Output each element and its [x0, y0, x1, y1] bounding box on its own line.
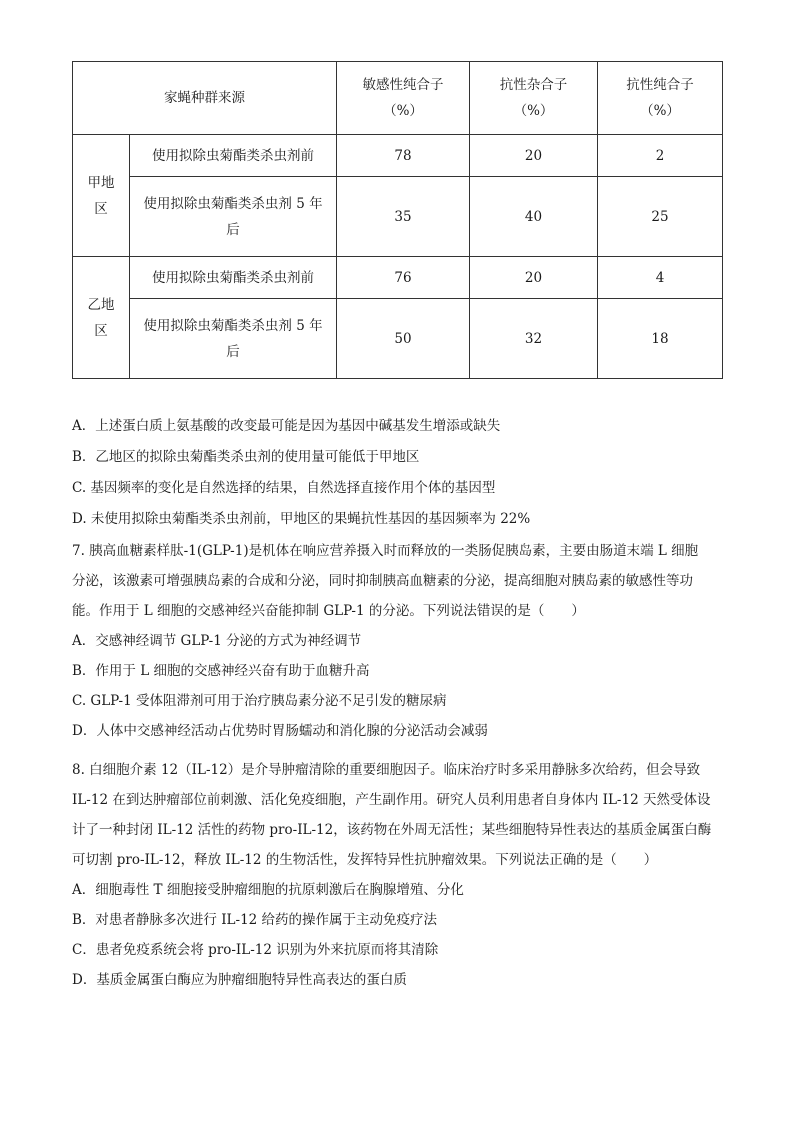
header-resistant-homozygote: 抗性纯合子 （%）: [598, 62, 723, 135]
table-cell: 18: [598, 299, 723, 379]
q7-stem-line: 分泌，该激素可增强胰岛素的合成和分泌，同时抑制胰高血糖素的分泌，提高细胞对胰岛素的敏感性等功: [72, 573, 693, 589]
question-8: [72, 755, 722, 995]
q6-option-b: B．乙地区的拟除虫菊酯类杀虫剂的使用量可能低于甲地区: [72, 449, 420, 465]
q8-option-c: C．患者免疫系统会将 pro-IL-12 识别为外来抗原而将其清除: [72, 942, 439, 958]
q8-option-d: D．基质金属蛋白酶应为肿瘤细胞特异性高表达的蛋白质: [72, 972, 407, 988]
table-cell: 40: [470, 177, 598, 257]
region-a-label: 甲地 区: [73, 135, 130, 257]
table-cell: 78: [337, 135, 470, 177]
row-label: 使用拟除虫菊酯类杀虫剂 5 年 后: [130, 299, 337, 379]
q6-option-d: D. 未使用拟除虫菊酯类杀虫剂前，甲地区的果蝇抗性基因的基因频率为 22%: [72, 511, 531, 527]
q7-stem-line: 能。作用于 L 细胞的交感神经兴奋能抑制 GLP-1 的分泌。下列说法错误的是（ ）: [72, 603, 585, 619]
header-sensitive-homozygote: 敏感性纯合子 （%）: [337, 62, 470, 135]
q8-stem-line: IL-12 在到达肿瘤部位前刺激、活化免疫细胞，产生副作用。研究人员利用患者自身体内 IL-12 天然受体设: [72, 792, 711, 808]
genotype-frequency-table: [72, 61, 723, 379]
table-cell: 35: [337, 177, 470, 257]
region-b-label: 乙地 区: [73, 257, 130, 379]
q7-stem-line: 7. 胰高血糖素样肽-1(GLP-1)是机体在响应营养摄入时而释放的一类肠促胰岛素，主要由肠道末端 L 细胞: [72, 543, 699, 559]
row-label: 使用拟除虫菊酯类杀虫剂前: [130, 135, 337, 177]
row-label: 使用拟除虫菊酯类杀虫剂 5 年 后: [130, 177, 337, 257]
table-row: [73, 135, 723, 177]
table-row: [73, 257, 723, 299]
q8-option-a: A．细胞毒性 T 细胞接受肿瘤细胞的抗原刺激后在胸腺增殖、分化: [72, 882, 464, 898]
header-source: 家蝇种群来源: [73, 62, 337, 135]
header-resistant-heterozygote: 抗性杂合子 （%）: [470, 62, 598, 135]
q7-option-d: D．人体中交感神经活动占优势时胃肠蠕动和消化腺的分泌活动会减弱: [72, 723, 488, 739]
q6-option-a: A．上述蛋白质上氨基酸的改变最可能是因为基因中碱基发生增添或缺失: [72, 418, 501, 434]
q8-stem-line: 计了一种封闭 IL-12 活性的药物 pro-IL-12，该药物在外周无活性；某些细胞特异性表达的基质金属蛋白酶: [72, 822, 712, 838]
table-cell: 20: [470, 257, 598, 299]
table-cell: 25: [598, 177, 723, 257]
q8-stem-line: 8. 白细胞介素 12（IL-12）是介导肿瘤清除的重要细胞因子。临床治疗时多采用静脉多次给药，但会导致: [72, 762, 701, 778]
table-cell: 76: [337, 257, 470, 299]
q7-option-c: C. GLP-1 受体阻滞剂可用于治疗胰岛素分泌不足引发的糖尿病: [72, 693, 447, 709]
table-cell: 50: [337, 299, 470, 379]
table-row: [73, 177, 723, 257]
table-cell: 4: [598, 257, 723, 299]
table-cell: 2: [598, 135, 723, 177]
question-7: [72, 536, 722, 746]
table-row: [73, 299, 723, 379]
table-header-row: [73, 62, 723, 135]
q8-option-b: B．对患者静脉多次进行 IL-12 给药的操作属于主动免疫疗法: [72, 912, 438, 928]
q8-stem-line: 可切割 pro-IL-12，释放 IL-12 的生物活性，发挥特异性抗肿瘤效果。下列说法正确的是（ ）: [72, 852, 658, 868]
q6-option-c: C. 基因频率的变化是自然选择的结果，自然选择直接作用个体的基因型: [72, 480, 496, 496]
table-cell: 32: [470, 299, 598, 379]
row-label: 使用拟除虫菊酯类杀虫剂前: [130, 257, 337, 299]
q7-option-a: A．交感神经调节 GLP-1 分泌的方式为神经调节: [72, 633, 362, 649]
q7-option-b: B．作用于 L 细胞的交感神经兴奋有助于血糖升高: [72, 663, 370, 679]
table-cell: 20: [470, 135, 598, 177]
